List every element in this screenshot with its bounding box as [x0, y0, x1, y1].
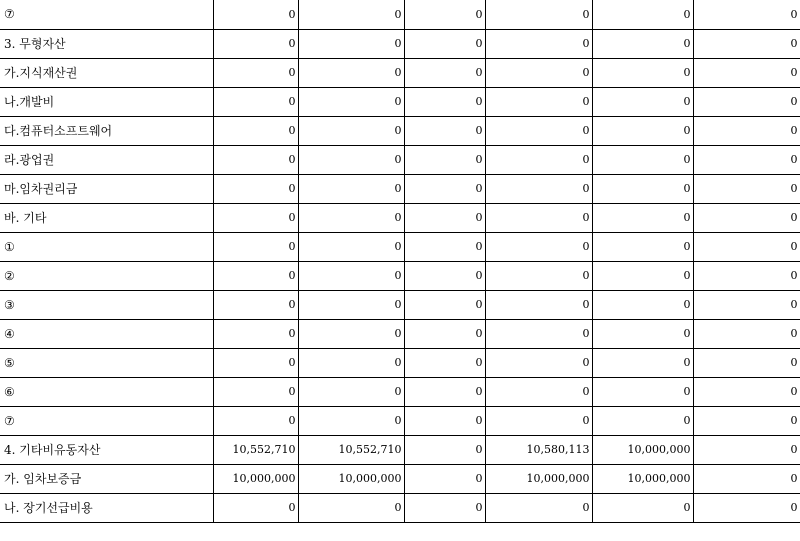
value-cell: 0	[404, 116, 485, 145]
value-cell: 0	[592, 319, 693, 348]
value-cell: 0	[213, 406, 298, 435]
value-cell: 0	[298, 232, 404, 261]
value-cell: 0	[485, 493, 592, 522]
value-cell: 0	[298, 377, 404, 406]
value-cell: 0	[485, 29, 592, 58]
value-cell: 0	[298, 319, 404, 348]
value-cell: 0	[404, 29, 485, 58]
table-row	[0, 348, 800, 377]
value-cell: 0	[298, 29, 404, 58]
value-cell: 0	[404, 174, 485, 203]
value-cell: 0	[213, 290, 298, 319]
value-cell: 0	[693, 464, 800, 493]
value-cell: 0	[298, 0, 404, 29]
value-cell: 0	[693, 145, 800, 174]
value-cell: 0	[592, 58, 693, 87]
value-cell: 0	[693, 116, 800, 145]
value-cell: 0	[213, 203, 298, 232]
row-label: 가.지식재산권	[0, 58, 213, 87]
value-cell: 0	[592, 174, 693, 203]
value-cell: 0	[213, 174, 298, 203]
value-cell: 0	[485, 261, 592, 290]
value-cell: 10,000,000	[213, 464, 298, 493]
value-cell: 0	[693, 348, 800, 377]
value-cell: 0	[592, 145, 693, 174]
value-cell: 0	[485, 145, 592, 174]
value-cell: 0	[485, 0, 592, 29]
row-label: 나. 장기선급비용	[0, 493, 213, 522]
value-cell: 0	[485, 348, 592, 377]
value-cell: 0	[485, 377, 592, 406]
value-cell: 0	[693, 290, 800, 319]
value-cell: 0	[298, 116, 404, 145]
row-label: ⑦	[0, 0, 213, 29]
row-label: 다.컴퓨터소프트웨어	[0, 116, 213, 145]
value-cell: 0	[404, 348, 485, 377]
table-row	[0, 232, 800, 261]
value-cell: 0	[592, 116, 693, 145]
value-cell: 10,000,000	[592, 435, 693, 464]
value-cell: 0	[485, 174, 592, 203]
value-cell: 0	[693, 174, 800, 203]
table-row	[0, 464, 800, 493]
value-cell: 0	[592, 0, 693, 29]
row-label: 마.임차권리금	[0, 174, 213, 203]
table-row	[0, 493, 800, 522]
value-cell: 0	[298, 261, 404, 290]
value-cell: 0	[592, 203, 693, 232]
row-label: ④	[0, 319, 213, 348]
table-row	[0, 290, 800, 319]
value-cell: 0	[298, 406, 404, 435]
table-row	[0, 0, 800, 29]
value-cell: 0	[213, 87, 298, 116]
value-cell: 0	[592, 87, 693, 116]
value-cell: 0	[485, 406, 592, 435]
table-row	[0, 29, 800, 58]
table-row	[0, 319, 800, 348]
row-label: 4. 기타비유동자산	[0, 435, 213, 464]
value-cell: 0	[693, 29, 800, 58]
value-cell: 10,552,710	[298, 435, 404, 464]
value-cell: 0	[693, 232, 800, 261]
value-cell: 0	[213, 0, 298, 29]
value-cell: 0	[485, 232, 592, 261]
value-cell: 0	[404, 232, 485, 261]
value-cell: 0	[404, 0, 485, 29]
value-cell: 0	[485, 203, 592, 232]
value-cell: 10,000,000	[592, 464, 693, 493]
table-row	[0, 203, 800, 232]
value-cell: 0	[404, 377, 485, 406]
value-cell: 0	[485, 319, 592, 348]
value-cell: 0	[404, 464, 485, 493]
table-row	[0, 174, 800, 203]
value-cell: 0	[213, 145, 298, 174]
value-cell: 0	[298, 290, 404, 319]
value-cell: 0	[592, 406, 693, 435]
row-label: ③	[0, 290, 213, 319]
value-cell: 0	[592, 232, 693, 261]
value-cell: 0	[404, 435, 485, 464]
value-cell: 0	[298, 348, 404, 377]
row-label: 가. 임차보증금	[0, 464, 213, 493]
value-cell: 0	[693, 58, 800, 87]
value-cell: 0	[404, 493, 485, 522]
value-cell: 0	[693, 319, 800, 348]
value-cell: 0	[693, 493, 800, 522]
value-cell: 0	[213, 377, 298, 406]
value-cell: 0	[298, 174, 404, 203]
value-cell: 0	[213, 58, 298, 87]
table-row	[0, 58, 800, 87]
value-cell: 10,000,000	[298, 464, 404, 493]
row-label: ②	[0, 261, 213, 290]
value-cell: 10,552,710	[213, 435, 298, 464]
row-label: ⑤	[0, 348, 213, 377]
value-cell: 0	[693, 406, 800, 435]
value-cell: 0	[213, 348, 298, 377]
row-label: 라.광업권	[0, 145, 213, 174]
value-cell: 0	[592, 261, 693, 290]
value-cell: 0	[404, 145, 485, 174]
value-cell: 0	[592, 348, 693, 377]
value-cell: 0	[404, 319, 485, 348]
value-cell: 0	[298, 87, 404, 116]
value-cell: 10,000,000	[485, 464, 592, 493]
value-cell: 0	[213, 261, 298, 290]
row-label: 바. 기타	[0, 203, 213, 232]
row-label: 나.개발비	[0, 87, 213, 116]
table-row	[0, 261, 800, 290]
value-cell: 0	[693, 87, 800, 116]
table-row	[0, 435, 800, 464]
value-cell: 0	[298, 145, 404, 174]
value-cell: 0	[592, 290, 693, 319]
value-cell: 0	[213, 116, 298, 145]
value-cell: 0	[213, 29, 298, 58]
value-cell: 0	[404, 87, 485, 116]
value-cell: 10,580,113	[485, 435, 592, 464]
value-cell: 0	[693, 377, 800, 406]
row-label: ①	[0, 232, 213, 261]
value-cell: 0	[404, 406, 485, 435]
value-cell: 0	[485, 116, 592, 145]
value-cell: 0	[298, 203, 404, 232]
table-row	[0, 87, 800, 116]
value-cell: 0	[213, 493, 298, 522]
row-label: ⑥	[0, 377, 213, 406]
value-cell: 0	[298, 58, 404, 87]
value-cell: 0	[404, 290, 485, 319]
table-row	[0, 116, 800, 145]
table-row	[0, 406, 800, 435]
value-cell: 0	[693, 435, 800, 464]
value-cell: 0	[693, 203, 800, 232]
table-row	[0, 377, 800, 406]
value-cell: 0	[485, 87, 592, 116]
row-label: ⑦	[0, 406, 213, 435]
value-cell: 0	[298, 493, 404, 522]
value-cell: 0	[592, 377, 693, 406]
table-row	[0, 145, 800, 174]
value-cell: 0	[592, 29, 693, 58]
value-cell: 0	[693, 0, 800, 29]
value-cell: 0	[404, 261, 485, 290]
row-label: 3. 무형자산	[0, 29, 213, 58]
value-cell: 0	[485, 58, 592, 87]
value-cell: 0	[213, 232, 298, 261]
value-cell: 0	[592, 493, 693, 522]
value-cell: 0	[404, 58, 485, 87]
value-cell: 0	[404, 203, 485, 232]
value-cell: 0	[693, 261, 800, 290]
value-cell: 0	[213, 319, 298, 348]
value-cell: 0	[485, 290, 592, 319]
